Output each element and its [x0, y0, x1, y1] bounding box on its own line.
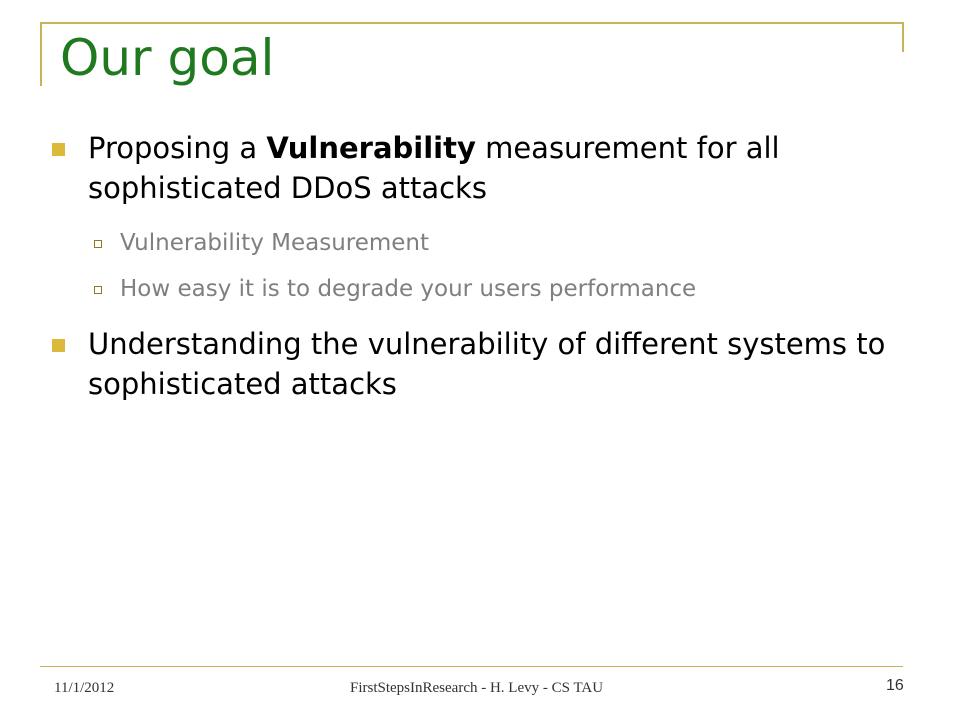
bullet-item: [48, 128, 888, 208]
page-number: 16: [886, 677, 904, 694]
frame-bottom-line: [40, 666, 903, 667]
sub-bullet-text: How easy it is to degrade your users performance: [120, 276, 697, 302]
square-bullet-icon: [52, 143, 65, 156]
bullet-item: [48, 324, 888, 404]
sub-bullet-text: Vulnerability Measurement: [120, 230, 430, 256]
bullet-text-prefix: Proposing a: [88, 131, 267, 165]
footer-text: FirstStepsInResearch - H. Levy - CS TAU: [350, 680, 604, 696]
hollow-square-bullet-icon: [94, 240, 102, 248]
frame-left-line: [40, 22, 42, 86]
square-bullet-icon: [52, 339, 65, 352]
sub-bullet-item: [48, 228, 888, 258]
slide-title: Our goal: [60, 29, 275, 87]
footer-date: 11/1/2012: [54, 680, 115, 696]
frame-top-line: [40, 22, 903, 24]
bullet-text: Understanding the vulnerability of different systems to sophisticated attacks: [88, 327, 886, 401]
bullet-text-suffix: measurement for all sophisticated DDoS attacks: [88, 131, 780, 205]
slide-content: [48, 128, 888, 404]
bullet-text-bold: Vulnerability: [266, 131, 476, 165]
sub-bullet-item: [48, 274, 888, 304]
hollow-square-bullet-icon: [94, 286, 102, 294]
frame-right-line: [902, 22, 904, 52]
